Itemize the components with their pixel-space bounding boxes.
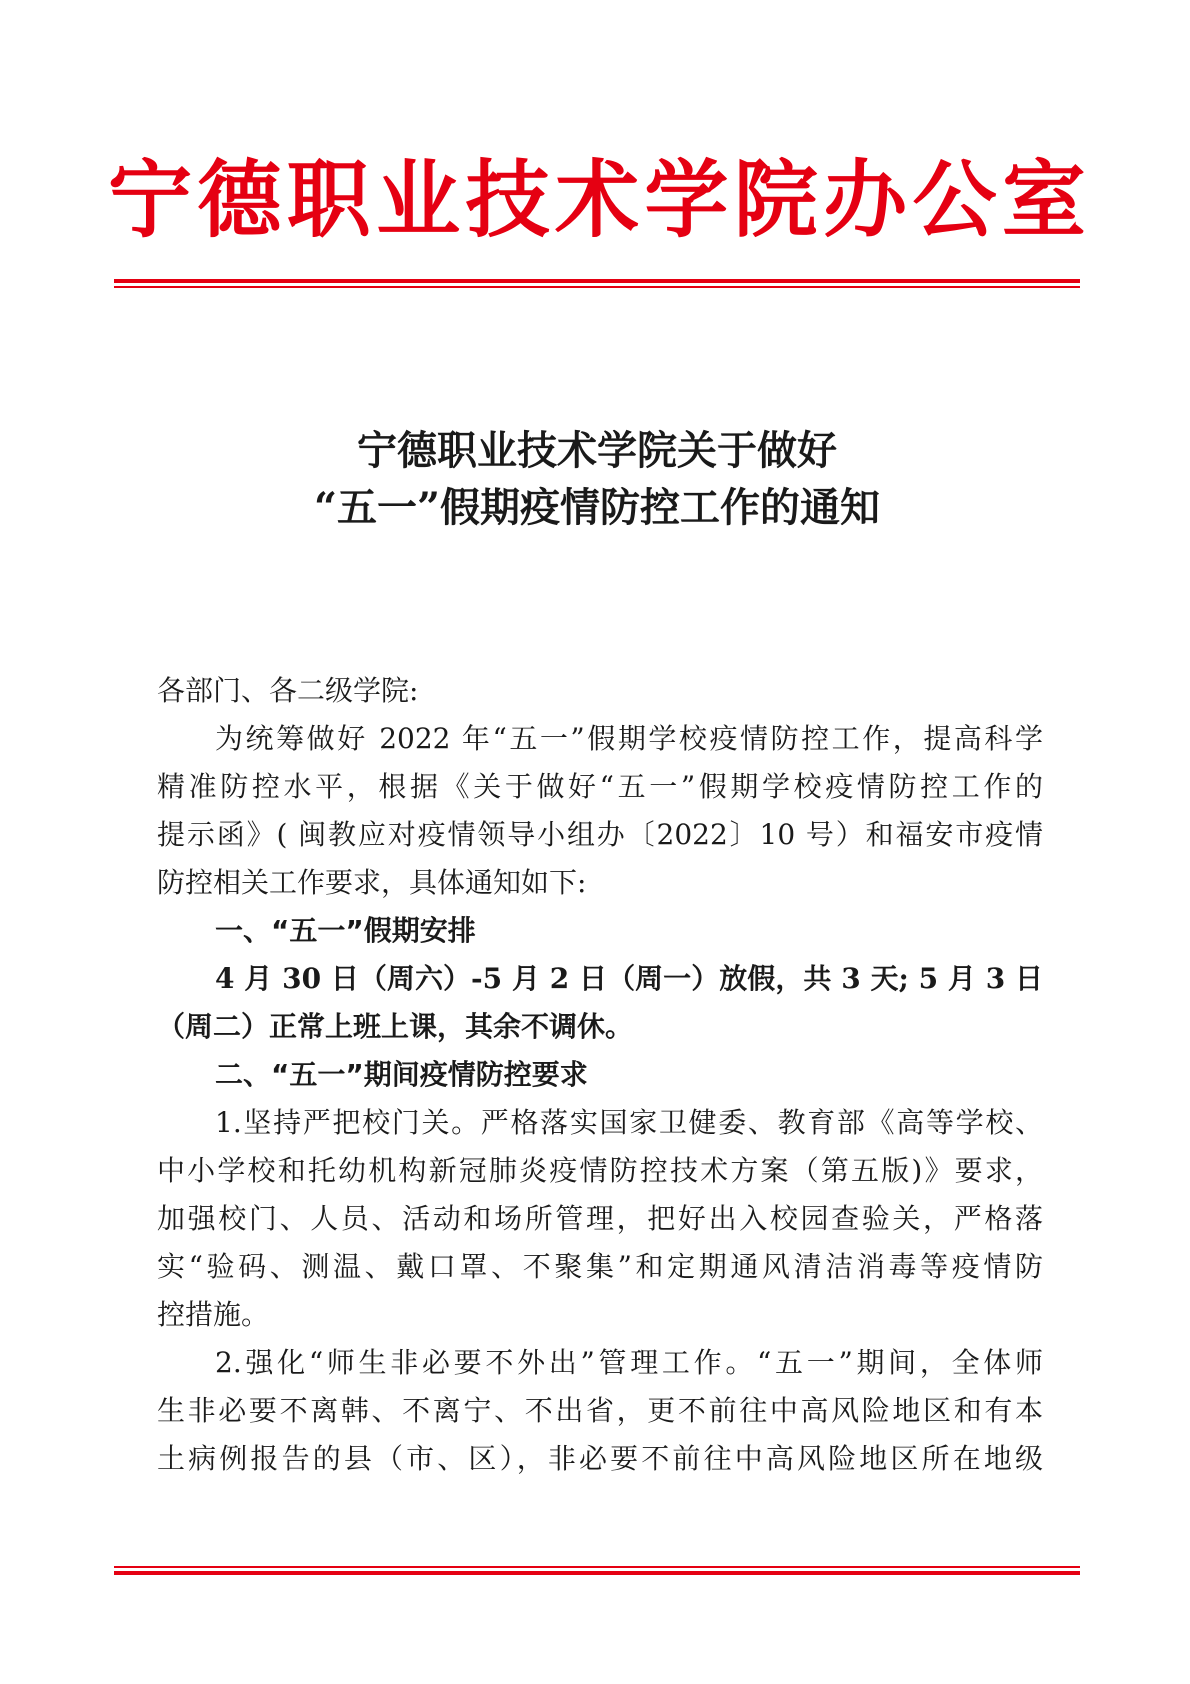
masthead-red-rule (114, 279, 1080, 288)
text-line: 为统筹做好 2022 年“五一”假期学校疫情防控工作，提高科学 (215, 722, 1043, 755)
salutation: 各部门、各二级学院: (157, 674, 419, 707)
item-1-paragraph (157, 1099, 1043, 1339)
masthead-char: 公 (912, 150, 997, 249)
text-line: 防控相关工作要求，具体通知如下: (157, 866, 587, 899)
masthead-char: 宁 (108, 150, 193, 249)
text-line: （周二）正常上班上课，其余不调休。 (157, 1010, 634, 1043)
section-heading-prevention: 二、“五一”期间疫情防控要求 (215, 1058, 588, 1091)
holiday-schedule-paragraph (157, 955, 1043, 1051)
footer-red-rule (114, 1566, 1080, 1575)
title-line-1: 宁德职业技术学院关于做好 (357, 427, 837, 474)
text-line: 4 月 30 日（周六）-5 月 2 日（周一）放假，共 3 天; 5 月 3 日 (215, 962, 1043, 995)
document-body (157, 667, 1043, 1483)
item-2-paragraph (157, 1339, 1043, 1483)
text-line: 2.强化“师生非必要不外出”管理工作。“五一”期间，全体师 (215, 1346, 1043, 1379)
masthead-char: 术 (554, 150, 639, 249)
text-line: 控措施。 (157, 1298, 270, 1331)
masthead-char: 技 (465, 150, 550, 249)
title-line-2: “五一”假期疫情防控工作的通知 (313, 484, 880, 531)
intro-paragraph (157, 715, 1043, 907)
masthead-char: 室 (1001, 150, 1086, 249)
masthead-org-name (108, 150, 1086, 250)
masthead-char: 办 (823, 150, 908, 249)
masthead-char: 德 (197, 150, 282, 249)
document-title (114, 422, 1080, 536)
masthead-char: 业 (376, 150, 461, 249)
text-line: 实“验码、测温、戴口罩、不聚集”和定期通风清洁消毒等疫情防 (157, 1250, 1043, 1283)
text-line: 生非必要不离韩、不离宁、不出省，更不前往中高风险地区和有本 (157, 1394, 1043, 1427)
masthead-char: 院 (733, 150, 818, 249)
section-heading-holiday: 一、“五一”假期安排 (215, 914, 476, 947)
text-line: 土病例报告的县（市、区），非必要不前往中高风险地区所在地级 (157, 1442, 1043, 1475)
text-line: 精准防控水平，根据《关于做好“五一”假期学校疫情防控工作的 (157, 770, 1043, 803)
text-line: 中小学校和托幼机构新冠肺炎疫情防控技术方案（第五版)》要求， (157, 1154, 1043, 1187)
text-line: 加强校门、人员、活动和场所管理，把好出入校园查验关，严格落 (157, 1202, 1043, 1235)
text-line: 提示函》( 闽教应对疫情领导小组办〔2022〕10 号）和福安市疫情 (157, 818, 1043, 851)
masthead-char: 学 (644, 150, 729, 249)
masthead-char: 职 (286, 150, 371, 249)
text-line: 1.坚持严把校门关。严格落实国家卫健委、教育部《高等学校、 (215, 1106, 1043, 1139)
